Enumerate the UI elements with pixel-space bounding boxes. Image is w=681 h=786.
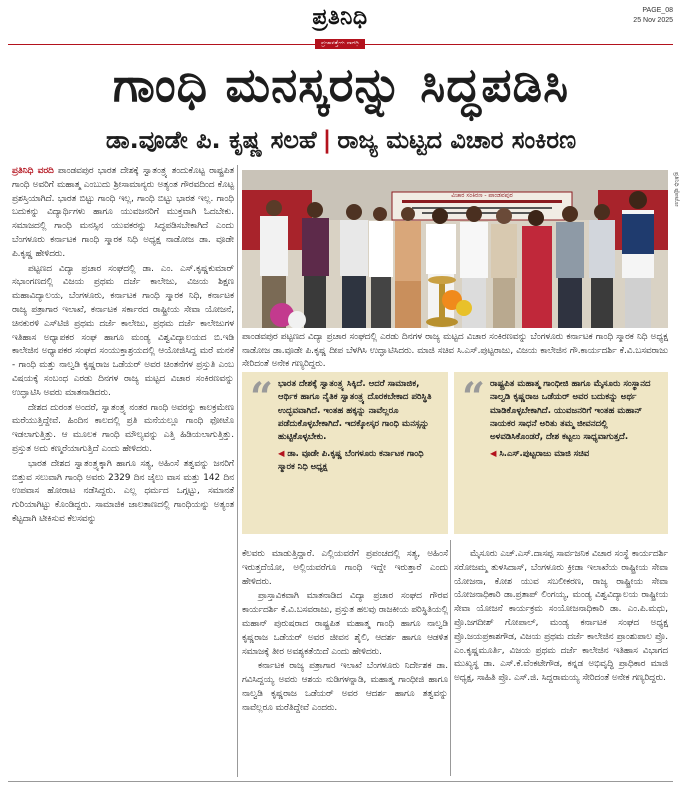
article-column-2: [242, 548, 448, 717]
logo-wordmark: ಪ್ರತಿನಿಧಿ: [312, 4, 368, 30]
paragraph: ಕರ್ನಾಟಕ ರಾಜ್ಯ ಪತ್ರಾಗಾರ ಇಲಾಖೆ ಬೆಂಗಳೂರು ನಿರ್ದೇಶಕ ಡಾ. ಗವಿಸಿದ್ದಯ್ಯ ಅವರು ಆಶಯ ನುಡಿಗಳನ್ನಾಡಿ, ಮಹಾತ್ಮ ಗಾಂಧೀಜಿ ಹಾಗೂ ನಾಲ್ವಡಿ ಕೃಷ್ಣರಾಜ ಒಡೆಯರ್ ಅವರ ಆದರ್ಶ ಹಾಗೂ ತತ್ವವನ್ನು ನಾವೆಲ್ಲರೂ ಮರೆತಿದ್ದೇವೆ ಎಂದರು.: [242, 661, 448, 713]
page-bottom-rule: [8, 781, 673, 782]
paragraph: ಭಾರತ ದೇಶದ ಸ್ವಾತಂತ್ರ್ಯಕ್ಕಾಗಿ ಹಾಗೂ ಸತ್ಯ, ಅಹಿಂಸೆ ತತ್ವವನ್ನು ಜನರಿಗೆ ಬಿತ್ತುವ ಸಲುವಾಗಿ ಗಾಂಧಿ ಅವರು 2329 ದಿನ ಜೈಲು ವಾಸ ಮತ್ತು 142 ದಿನ ಉಪವಾಸ ಹೋರಾಟ ನಡೆಸಿದ್ದರು. ಎಲ್ಲ ಧರ್ಮದ ಒಗ್ಗಟ್ಟು, ಸಮಾನತೆ ಗುರಿಯಾಗಿಟ್ಟು ಕೊಂಡಿದ್ದರು. ಸಾಮಾಜಿಕ ಜಾಲತಾಣದಲ್ಲಿ ಗಾಂಧಿಯನ್ನು ಅತ್ಯಂತ ಕೆಟ್ಟದಾಗಿ ಟೀಕಿಸುವ ಕೆಲಸವನ್ನು: [12, 458, 234, 524]
quote-attribution: [490, 447, 658, 460]
photo-caption: ಪಾಂಡವಪುರ ಪಟ್ಟಣದ ವಿದ್ಯಾ ಪ್ರಚಾರ ಸಂಘದಲ್ಲಿ ಎರಡು ದಿನಗಳ ರಾಜ್ಯ ಮಟ್ಟದ ವಿಚಾರ ಸಂಕಿರಣವನ್ನು ಬೆಂಗಳೂರು ಕರ್ನಾಟಕ ಗಾಂಧಿ ಸ್ಮಾರಕ ನಿಧಿ ಅಧ್ಯಕ್ಷ ನಾಡೋಜ ಡಾ.ವೂಡೇ ಪಿ.ಕೃಷ್ಣ ದೀಪ ಬೆಳಗಿಸಿ ಉದ್ಘಾಟಿಸಿದರು. ಮಾಜಿ ಸಚಿವ ಸಿ.ಎಸ್.ಪುಟ್ಟರಾಜು, ವಿಜಯ ಕಾಲೇಜಿನ ಗೌ.ಕಾರ್ಯದರ್ಶಿ ಕೆ.ವಿ.ಬಸವರಾಜು ಸೇರಿದಂತೆ ಅನೇಕ ಗಣ್ಯರಿದ್ದರು.: [242, 332, 668, 369]
quote-text: ರಾಷ್ಟ್ರಪಿತ ಮಹಾತ್ಮ ಗಾಂಧೀಜಿ ಹಾಗೂ ಮೈಸೂರು ಸಂಸ್ಥಾನದ ನಾಲ್ವಡಿ ಕೃಷ್ಣರಾಜ ಒಡೆಯರ್ ಅವರ ಬದುಕನ್ನು ಅರ್ಥ ಮಾಡಿಕೊಳ್ಳಬೇಕಾಗಿದೆ. ಯುವಜನರಿಗೆ ಇಂತಹ ಮಹಾನ್ ನಾಯಕರ ಸಾಧನೆ ಅರಿತು ತಮ್ಮ ಜೀವನದಲ್ಲಿ ಅಳವಡಿಸಿಕೊಂಡರೆ, ದೇಶ ಕಟ್ಟಲು ಸಾಧ್ಯವಾಗುತ್ತದೆ.: [490, 379, 651, 443]
quote-text: ಭಾರತ ದೇಶಕ್ಕೆ ಸ್ವಾತಂತ್ರ್ಯ ಸಿಕ್ಕಿದೆ. ಆದರೆ ಸಾಮಾಜಿಕ, ಆರ್ಥಿಕ ಹಾಗೂ ನೈತಿಕ ಸ್ವಾತಂತ್ರ್ಯ ದೊರಕಬೇಕಾದ ಪರಿಸ್ಥಿತಿ ಉದ್ಭವವಾಗಿದೆ. ಇಂತಹ ಹಕ್ಕನ್ನು ನಾವೆಲ್ಲರೂ ಪಡೆದುಕೊಳ್ಳಬೇಕಾಗಿದೆ. ಇದಕ್ಕೋಸ್ಕರ ಗಾಂಧಿ ಮನಸ್ಸನ್ನು ಹುಟ್ಟಿಕೊಳ್ಳಬೇಕು.: [278, 379, 432, 443]
paragraph: ಮೈಸೂರು ಎಚ್.ಎಸ್.ದಾಸಪ್ಪ ಸಾರ್ವಜನಿಕ ವಿಚಾರ ಸಂಸ್ಥೆ ಕಾರ್ಯದರ್ಶಿ ಸರೋಜಮ್ಮ ತುಳಸಿದಾಸ್, ಬೆಂಗಳೂರು ಕ್ರೀಡಾ ಇಲಾಖೆಯ ರಾಷ್ಟ್ರೀಯ ಸೇವಾ ಯೋಜನಾ, ಕೋಶ ಯುವ ಸಬಲೀಕರಣ, ರಾಜ್ಯ ರಾಷ್ಟ್ರೀಯ ಸೇವಾ ಯೋಜನಾಧಿಕಾರಿ ಡಾ.ಪ್ರತಾಪ್ ಲಿಂಗಯ್ಯ, ಮಂಡ್ಯ ವಿಶ್ವವಿದ್ಯಾಲಯ ರಾಷ್ಟ್ರೀಯ ಸೇವಾ ಯೋಜನೆ ಕಾರ್ಯಕ್ರಮ ಸಂಯೋಜನಾಧಿಕಾರಿ ಡಾ. ಎಂ.ಪಿ.ಮಧು, ಪ್ರೊ.ಜಗದೀಶ್ ಗೋಪಾಲ್, ಮಂಡ್ಯ ಕರ್ನಾಟಕ ಸಂಘದ ಅಧ್ಯಕ್ಷ ಪ್ರೊ.ಜಯಪ್ರಕಾಶಗೌಡ, ವಿಜಯ ಪ್ರಥಮ ದರ್ಜೆ ಕಾಲೇಜಿನ ಪ್ರಾಂಶುಪಾಲ ಪ್ರೊ. ಎಂ.ಕೃಷ್ಣಮೂರ್ತಿ, ವಿಜಯ ಪ್ರಥಮ ದರ್ಜೆ ಕಾಲೇಜಿನ ಇತಿಹಾಸ ವಿಭಾಗದ ಮುಖ್ಯಸ್ಥ ಡಾ. ಎಸ್.ಕೆ.ವೆಂಕಟೇಗೌಡ, ಕನ್ನಡ ಅಭಿವೃದ್ಧಿ ಪ್ರಾಧಿಕಾರ ಮಾಜಿ ಅಧ್ಯಕ್ಷ, ಸಾಹಿತಿ ಪ್ರೊ. ಎಸ್.ಜಿ. ಸಿದ್ದರಾಮಯ್ಯ ಸೇರಿದಂತೆ ಅನೇಕ ಗಣ್ಯರಿದ್ದರು.: [454, 549, 668, 684]
quote-mark-icon: “: [462, 374, 486, 421]
dateline-place: ಪಾಂಡವಪುರ: [57, 166, 94, 176]
event-photo[interactable]: [242, 170, 668, 328]
newspaper-logo[interactable]: [292, 4, 388, 49]
column-divider: [237, 165, 238, 777]
quote-attribution-text: ಡಾ. ವೂಡೇ ಪಿ.ಕೃಷ್ಣ ಬೆಂಗಳೂರು ಕರ್ನಾಟಕ ಗಾಂಧಿ ಸ್ಮಾರಕ ನಿಧಿ ಅಧ್ಯಕ್ಷ: [278, 448, 424, 471]
quote-attribution-text: ಸಿ.ಎಸ್.ಪುಟ್ಟರಾಜು ಮಾಜಿ ಸಚಿವ: [499, 448, 590, 459]
page-label: PAGE_08: [642, 7, 673, 14]
subheadline: [10, 120, 672, 160]
paragraph: ಕೆಲವರು ಮಾಡುತ್ತಿದ್ದಾರೆ. ಎಲ್ಲಿಯವರೆಗೆ ಪ್ರಪಂಚದಲ್ಲಿ ಸತ್ಯ, ಅಹಿಂಸೆ ಇರುತ್ತದೆಯೋ, ಅಲ್ಲಿಯವರೆಗೂ ಗಾಂಧಿ ಇದ್ದೇ ಇರುತ್ತಾರೆ ಎಂದು ಹೇಳಿದರು.: [242, 549, 448, 587]
stage-banner-text: ವಿಚಾರ ಸಂಕಿರಣ - ಪಾಂಡವಪುರ: [451, 192, 513, 199]
masthead: [0, 0, 681, 48]
article-column-1: [12, 165, 234, 528]
paragraph: ದೇಶದ ದುರಂತ ಅಂದರೆ, ಸ್ವಾತಂತ್ರ್ಯ ನಂತರ ಗಾಂಧಿ ಅವರನ್ನು ಕಾಲಕ್ರಮೇಣ ಮರೆಯುತ್ತಿದ್ದೇವೆ. ಹಿಂದಿನ ಕಾಲದಲ್ಲಿ ಪ್ರತಿ ಮನೆಯಲ್ಲೂ ಗಾಂಧಿ ಫೋಟೊ ಇಡಲಾಗುತ್ತಿತ್ತು. ಆ ಮೂಲಕ ಗಾಂಧಿ ಮೌಲ್ಯವನ್ನು ಎತ್ತಿ ಹಿಡಿಯಲಾಗುತ್ತಿತ್ತು. ಪ್ರಸ್ತುತ ಅದು ಕಣ್ಮರೆಯಾಗುತ್ತಿದೆ ಎಂದು ಹೇಳಿದರು.: [12, 402, 234, 454]
triangle-marker-icon: ◀: [278, 448, 288, 459]
quote-attribution: [278, 447, 438, 472]
dateline: [12, 165, 234, 262]
paragraph: ಪಟ್ಟಣದ ವಿದ್ಯಾ ಪ್ರಚಾರ ಸಂಘದಲ್ಲಿ ಡಾ. ಎಂ. ಎಸ್.ಕೃಷ್ಣಕುಮಾರ್ ಸಭಾಂಗಣದಲ್ಲಿ ವಿಜಯ ಪ್ರಥಮ ದರ್ಜೆ ಕಾಲೇಜು, ವಿಜಯ ಶಿಕ್ಷಣ ಮಹಾವಿದ್ಯಾಲಯ, ಬೆಂಗಳೂರು, ಕರ್ನಾಟಕ ಗಾಂಧಿ ಸ್ಮಾರಕ ನಿಧಿ, ಕರ್ನಾಟಕ ರಾಜ್ಯ ಪತ್ರಾಗಾರ ಇಲಾಖೆ, ಕರ್ನಾಟಕ ಸರ್ಕಾರದ ರಾಷ್ಟ್ರೀಯ ಸೇವಾ ಯೋಜನೆ, ಚಿನಕುರಳಿ ಎಸ್‌ಟಿಜಿ ಪ್ರಥಮ ದರ್ಜೆ ಕಾಲೇಜು, ಪ್ರಥಮ ದರ್ಜೆ ಕಾಲೇಜುಗಳ ಇತಿಹಾಸ ಅಧ್ಯಾಪಕರ ಸಂಘ ಹಾಗೂ ಮಂಡ್ಯ ವಿಶ್ವವಿದ್ಯಾಲಯದ ಬಿ.ಇಡಿ ಕಾಲೇಜಿನ ಅಧ್ಯಾಪಕರ ಸಂಘದ ಸಂಯುಕ್ತಾಶ್ರಯದಲ್ಲಿ ಆಯೋಜಿಸಿದ್ದ ಮರೆ ಮನಕೆ - ಗಾಂಧಿ ಮತ್ತು ನಾಲ್ವಡಿ ಕೃಷ್ಣರಾಜ ಒಡೆಯರ್ ಅವರ ಚಿಂತನೆಗಳ ಪ್ರಸ್ತುತಿ ಎಂಬ ವಿಷಯಕ್ಕೆ ಸಂಬಂಧ ಎರಡು ದಿನಗಳ ರಾಜ್ಯ ಮಟ್ಟದ ವಿಚಾರ ಸಂಕಿರಣವನ್ನು ಉದ್ಘಾಟಿಸಿ ಅವರು ಮಾತನಾಡಿದರು.: [12, 263, 234, 398]
column-divider: [450, 540, 451, 776]
triangle-marker-icon: ◀: [490, 448, 500, 459]
article-column-3: [454, 548, 668, 687]
masthead-divider: [8, 44, 673, 45]
subhead-left: ಡಾ.ವೂಡೇ ಪಿ. ಕೃಷ್ಣ ಸಲಹೆ: [105, 126, 317, 154]
paragraph: ಪ್ರಾಸ್ತಾವಿಕವಾಗಿ ಮಾತನಾಡಿದ ವಿದ್ಯಾ ಪ್ರಚಾರ ಸಂಘದ ಗೌರವ ಕಾರ್ಯದರ್ಶಿ ಕೆ.ವಿ.ಬಸವರಾಜು, ಪ್ರಸ್ತುತ ಹಲವು ರಾಜಕೀಯ ಪರಿಸ್ಥಿತಿಯಲ್ಲಿ ಮಹಾನ್ ಪುರುಷರಾದ ರಾಷ್ಟ್ರಪಿತ ಮಹಾತ್ಮ ಗಾಂಧಿ ಹಾಗೂ ನಾಲ್ವಡಿ ಕೃಷ್ಣರಾಜ ಒಡೆಯರ್ ಅವರ ಜೀವನ ಶೈಲಿ, ಆದರ್ಶ ಹಾಗೂ ಆಡಳಿತ ಸಮಾಜಕ್ಕೆ ತೀರ ಅವಶ್ಯಕತೆಯಿದೆ ಎಂದು ಹೇಳಿದರು.: [242, 591, 448, 657]
pull-quote-krishna: [242, 372, 448, 534]
subhead-right: ರಾಜ್ಯ ಮಟ್ಟದ ವಿಚಾರ ಸಂಕಿರಣ: [337, 126, 577, 154]
quote-mark-icon: “: [250, 374, 274, 421]
byline: ಪ್ರತಿನಿಧಿ ವರದಿ: [12, 166, 54, 176]
pull-quote-puttaraju: [454, 372, 668, 534]
page-meta: [633, 6, 673, 26]
headline: ಗಾಂಧಿ ಮನಸ್ಕರನ್ನು ಸಿದ್ಧಪಡಿಸಿ: [112, 58, 570, 113]
issue-date: 25 Nov 2025: [633, 17, 673, 24]
paragraph: ಭಾರತ ದೇಶಕ್ಕೆ ಸ್ವಾತಂತ್ರ್ಯ ತಂದುಕೊಟ್ಟ ರಾಷ್ಟ್ರಪಿತ ಗಾಂಧಿ ಅವರಿಗೆ ಮಹಾತ್ಮ ಎಂಬುದು ಶ್ರೀಸಾಮಾನ್ಯರು ಅತ್ಯಂತ ಗೌರವದಿಂದ ಕೊಟ್ಟ ಪ್ರಶಸ್ತಿಯಾಗಿದೆ. ಭಾರತ ಬಿಟ್ಟು ಗಾಂಧಿ ಇಲ್ಲ, ಗಾಂಧಿ ಬಿಟ್ಟು ಭಾರತ ಇಲ್ಲ. ಗಾಂಧಿ ಬದುಕನ್ನು ವಿದ್ಯಾರ್ಥಿಗಳು ಹಾಗೂ ಯುವಜನರಿಗೆ ಮುಕ್ತವಾಗಿ ಓದಬೇಕು. ಸಮಾಜದಲ್ಲಿ ಗಾಂಧಿ ಮನಸ್ಸಿನ ಯುವಕರನ್ನು ಸಿದ್ಧಪಡಿಸಬೇಕಾಗಿದೆ ಎಂದು ಬೆಂಗಳೂರು ಕರ್ನಾಟಕ ಗಾಂಧಿ ಸ್ಮಾರಕ ನಿಧಿ ಅಧ್ಯಕ್ಷ ನಾಡೋಜ ಡಾ. ವೂಡೇ ಪಿ.ಕೃಷ್ಣ ಹೇಳಿದರು.: [12, 166, 235, 259]
photo-credit: ಪ್ರತಿನಿಧಿ ಫೋಟೋ: [673, 172, 680, 207]
subhead-separator: |: [322, 126, 332, 154]
